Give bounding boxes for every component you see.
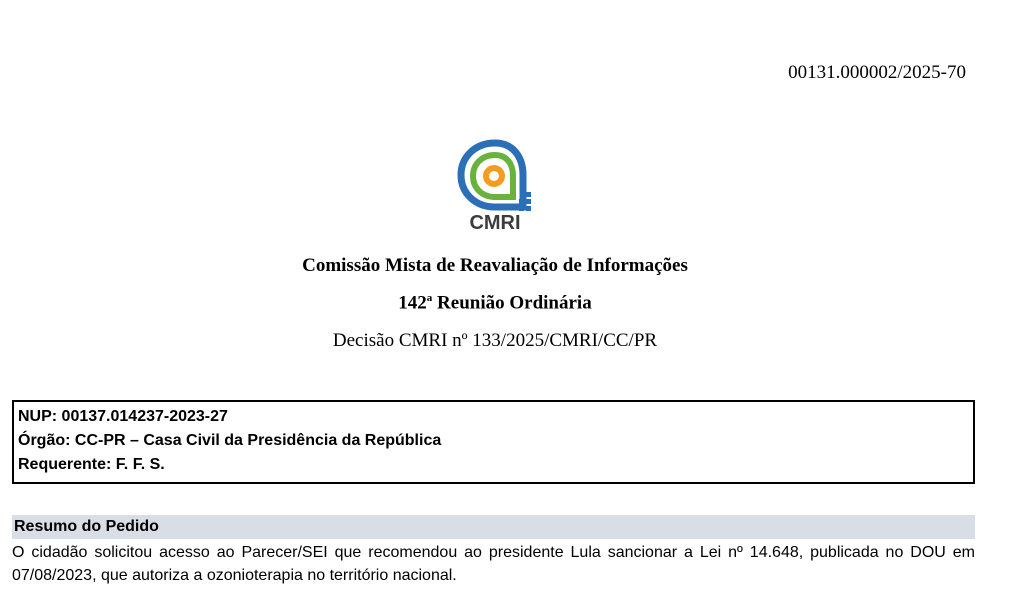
logo-text: CMRI [469,212,521,234]
nup-line: NUP: 00137.014237-2023-27 [18,408,228,425]
commission-title: Comissão Mista de Reavaliação de Informações [302,255,688,276]
orgao-line: Órgão: CC-PR – Casa Civil da Presidência da República [18,432,442,449]
document-number: 00131.000002/2025-70 [788,62,966,83]
decision-number: Decisão CMRI nº 133/2025/CMRI/CC/PR [332,330,658,351]
summary-text: O cidadão solicitou acesso ao Parecer/SEI que recomendou ao presidente Lula sancionar a Lei nº 14.648, publicada no DOU em 07/08/2023, que autoriza a ozonioterapia no território nacional. [12,544,975,584]
summary-header: Resumo do Pedido [12,515,975,539]
process-info-box [12,400,975,484]
meeting-label: Reunião Ordinária [432,292,592,314]
meeting-number: 142 [398,292,427,314]
meeting-ordinal: a [426,292,433,304]
meeting-title [0,292,990,314]
requerente-line: Requerente: F. F. S. [18,456,165,473]
